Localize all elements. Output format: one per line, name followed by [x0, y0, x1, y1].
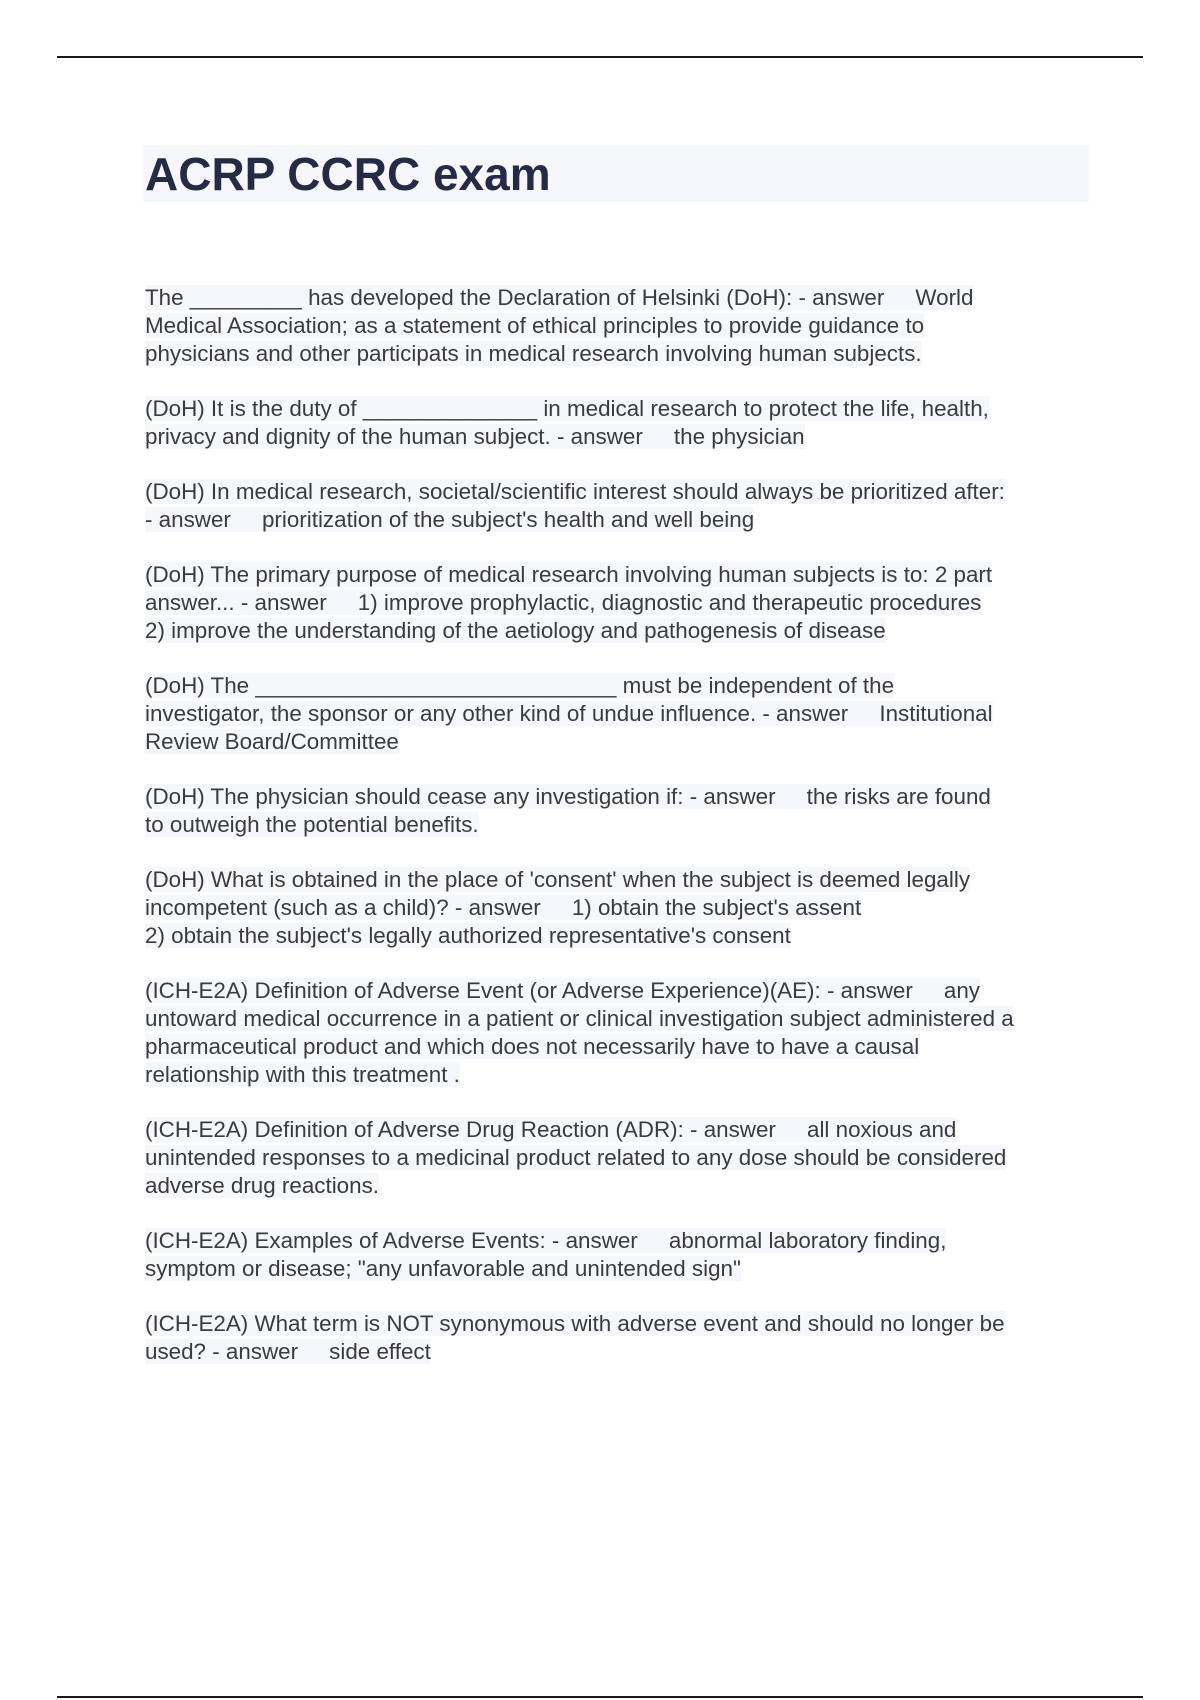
qa-list: [145, 284, 1095, 1393]
qa-line: symptom or disease; "any unfavorable and unintended sign": [145, 1256, 741, 1281]
qa-item: [145, 783, 1095, 839]
qa-line: untoward medical occurrence in a patient or clinical investigation subject administered a: [145, 1006, 1014, 1031]
qa-item: [145, 977, 1095, 1089]
qa-line: (ICH-E2A) Examples of Adverse Events: - answer abnormal laboratory finding,: [145, 1228, 947, 1253]
bottom-rule: [57, 1696, 1143, 1698]
qa-line: (DoH) The primary purpose of medical research involving human subjects is to: 2 part: [145, 562, 993, 587]
qa-item: [145, 478, 1095, 534]
qa-line: 2) obtain the subject's legally authorized representative's consent: [145, 923, 791, 948]
qa-item: [145, 866, 1095, 950]
qa-line: to outweigh the potential benefits.: [145, 812, 479, 837]
qa-line: incompetent (such as a child)? - answer 1) obtain the subject's assent: [145, 895, 862, 920]
qa-line: physicians and other participats in medical research involving human subjects.: [145, 341, 922, 366]
qa-line: - answer prioritization of the subject's health and well being: [145, 507, 755, 532]
qa-item: [145, 672, 1095, 756]
qa-item: [145, 561, 1095, 645]
top-rule: [57, 56, 1143, 58]
qa-line: used? - answer side effect: [145, 1339, 431, 1364]
qa-line: The _________ has developed the Declaration of Helsinki (DoH): - answer World: [145, 285, 974, 310]
qa-item: [145, 1116, 1095, 1200]
qa-item: [145, 284, 1095, 368]
qa-line: (DoH) It is the duty of ______________ in medical research to protect the life, health,: [145, 396, 989, 421]
qa-line: investigator, the sponsor or any other kind of undue influence. - answer Institutional: [145, 701, 993, 726]
qa-item: [145, 395, 1095, 451]
qa-line: (DoH) In medical research, societal/scientific interest should always be prioritized after:: [145, 479, 1005, 504]
qa-item: [145, 1310, 1095, 1366]
qa-line: privacy and dignity of the human subject. - answer the physician: [145, 424, 805, 449]
page-title: ACRP CCRC exam: [145, 148, 551, 200]
qa-line: relationship with this treatment .: [145, 1062, 460, 1087]
qa-item: [145, 1227, 1095, 1283]
qa-line: answer... - answer 1) improve prophylactic, diagnostic and therapeutic procedures: [145, 590, 982, 615]
qa-line: pharmaceutical product and which does not necessarily have to have a causal: [145, 1034, 920, 1059]
qa-line: Review Board/Committee: [145, 729, 399, 754]
qa-line: Medical Association; as a statement of ethical principles to provide guidance to: [145, 313, 925, 338]
qa-line: (ICH-E2A) Definition of Adverse Event (or Adverse Experience)(AE): - answer any: [145, 978, 981, 1003]
qa-line: (DoH) The _____________________________ must be independent of the: [145, 673, 895, 698]
qa-line: (DoH) The physician should cease any investigation if: - answer the risks are found: [145, 784, 991, 809]
qa-line: unintended responses to a medicinal product related to any dose should be considered: [145, 1145, 1007, 1170]
qa-line: (DoH) What is obtained in the place of 'consent' when the subject is deemed legally: [145, 867, 971, 892]
qa-line: adverse drug reactions.: [145, 1173, 379, 1198]
qa-line: 2) improve the understanding of the aetiology and pathogenesis of disease: [145, 618, 886, 643]
qa-line: (ICH-E2A) Definition of Adverse Drug Reaction (ADR): - answer all noxious and: [145, 1117, 957, 1142]
qa-line: (ICH-E2A) What term is NOT synonymous with adverse event and should no longer be: [145, 1311, 1005, 1336]
